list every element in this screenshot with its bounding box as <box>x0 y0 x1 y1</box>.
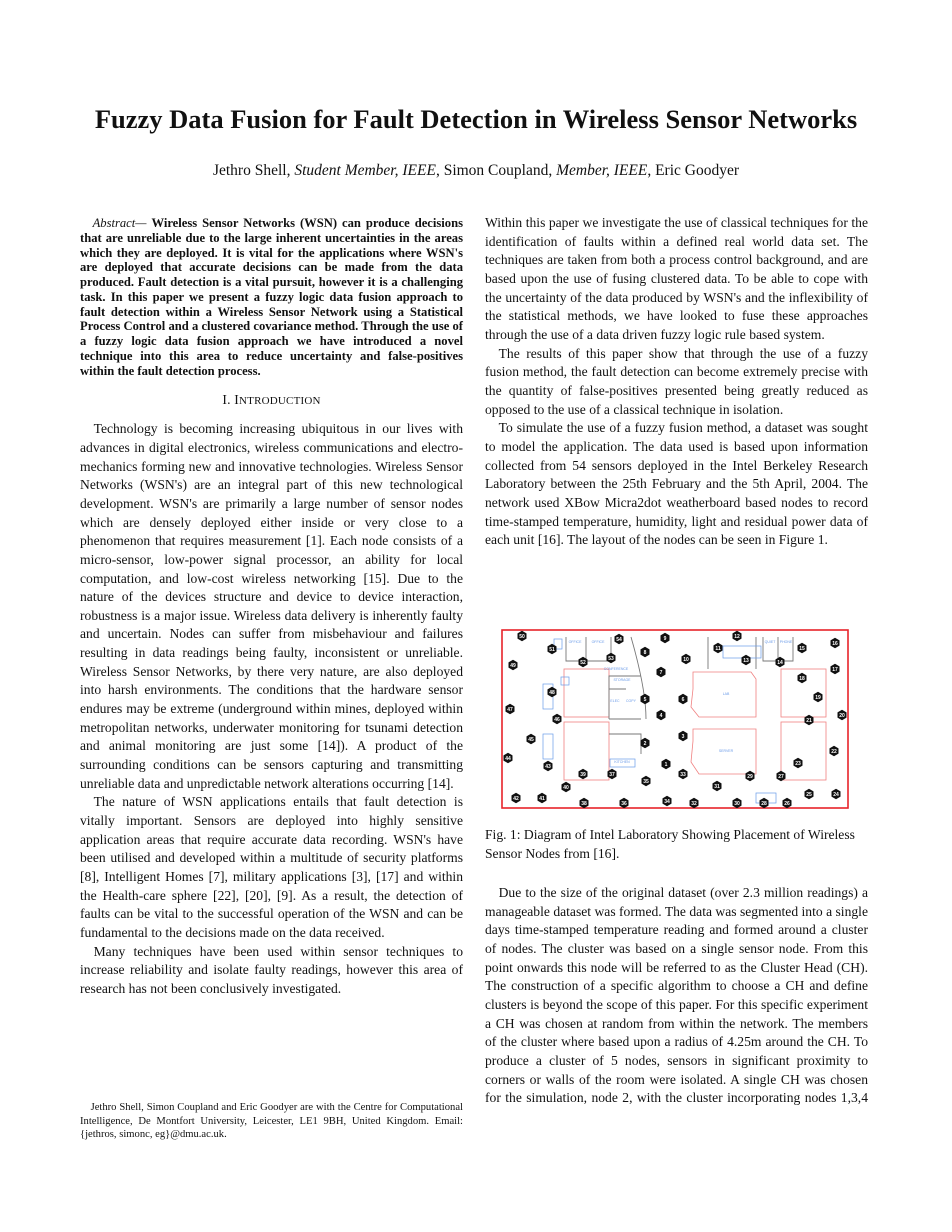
right-column-continued <box>485 884 868 1108</box>
sensor-node-label: 47 <box>507 706 513 713</box>
intro-paragraph-1: Technology is becoming increasing ubiquitous in our lives with advances in digital electronics, wireless communications and electro-mechanics forming new and innovative technologies. Wireless Sensor Networks (WSN's) are an integral part of this new technological development. WSN's are primarily a large number of sensor nodes which are densely deployed either inside or very close to a phenomenon that requires measurement [1]. Each node consists of a micro-sensor, low-power signal processor, an ability for local computation, and low-cost wireless networking [15]. Due to the nature of the devices structure and device to device interaction, robustness is a major issue. Wireless data delivery is inherently faulty and uncertain. Nodes can suffer from misbehaviour and failures resulting in data readings being faulty, inconsistent or unreliable. Wireless Sensor Networks, by there very nature, are also deployed into harsh environments. The conditions that the hardware sensor endures may be extreme (underground within mines, deployed within metropolitan networks, underwater monitoring for tsunami detection and animal monitoring are just some [14]). A product of the surrounding conditions can be sensors capturing and transmitting unreliable data and unpredictable network alterations occurring [14]. <box>80 421 463 791</box>
sensor-node-label: 48 <box>549 689 555 696</box>
sensor-node-label: 5 <box>643 696 647 703</box>
sensor-node-label: 41 <box>539 795 545 802</box>
room-label: OFFICE <box>568 640 582 644</box>
sensor-node-label: 34 <box>664 798 670 805</box>
sensor-node-label: 14 <box>777 659 783 666</box>
intro-paragraph-2: The nature of WSN applications entails that fault detection is vitally important. Sensors are deployed into highly sensitive application areas that require accurate data recording. WSN's have been utilised and developed within a multitude of security platforms [8], Intelligent Homes [7], military applications [3], [17] and within the Health-care sphere [22], [20], [9]. As a result, the detection of faults can be vital to the successful operation of the WSN and can be fundamental to the decisions made on the data received. <box>80 794 463 940</box>
sensor-node-label: 29 <box>747 773 753 780</box>
sensor-node-label: 35 <box>643 778 649 785</box>
sensor-node-label: 16 <box>832 640 838 647</box>
sensor-node-label: 8 <box>643 649 647 656</box>
sensor-node-label: 46 <box>554 716 560 723</box>
sensor-node-label: 33 <box>680 771 686 778</box>
section-title-rest: NTRODUCTION <box>239 395 321 408</box>
abstract <box>80 216 463 378</box>
sensor-node-label: 39 <box>580 771 586 778</box>
sensor-node-label: 26 <box>784 800 790 807</box>
author-2-role: Member, IEEE <box>556 162 648 179</box>
sensor-node-label: 36 <box>621 800 627 807</box>
sensor-node-label: 53 <box>608 655 614 662</box>
sensor-node-label: 40 <box>563 784 569 791</box>
sensor-node-label: 19 <box>815 694 821 701</box>
sensor-node-label: 50 <box>519 633 525 640</box>
sensor-node-label: 25 <box>806 791 812 798</box>
sensor-node-label: 42 <box>513 795 519 802</box>
room-label: QUIET <box>764 640 776 644</box>
sensor-node-label: 20 <box>839 712 845 719</box>
sensor-node-label: 9 <box>663 635 667 642</box>
floorplan-diagram <box>501 629 849 809</box>
author-1: Jethro Shell, <box>212 162 295 179</box>
abstract-label: Abstract <box>92 216 136 230</box>
room-label: ELEC <box>610 699 620 703</box>
right-paragraph-2: The results of this paper show that through the use of a fuzzy fusion method, the fault detection can become extremely precise with the quantity of false-positives presented being greatly reduced as opposed to the use of a classical technique in isolation. <box>485 345 868 417</box>
sensor-node-label: 23 <box>795 760 801 767</box>
paper-title: Fuzzy Data Fusion for Fault Detection in Wireless Sensor Networks <box>94 104 858 134</box>
sensor-node-label: 6 <box>681 696 685 703</box>
right-paragraph-3: To simulate the use of a fuzzy fusion method, a dataset was sought to model the application. The data used is based upon information collected from 54 sensors deployed in the Intel Berkeley Research Laboratory between the 25th February and the 5th April, 2004. The network used XBow Micra2dot weatherboard based nodes to record time-stamped temperature, humidity, light and residual power data of each unit [16]. The layout of the nodes can be seen in Figure 1. <box>485 420 868 548</box>
room-label: SERVER <box>718 749 734 753</box>
section-number: I. <box>222 392 235 408</box>
section-heading-introduction <box>80 392 463 408</box>
author-3: , Eric Goodyer <box>647 162 740 179</box>
sensor-node-label: 1 <box>664 761 668 768</box>
right-paragraph-4: Due to the size of the original dataset (over 2.3 million readings) a manageable dataset was formed. The data was segmented into a single days time-stamped temperature reading and formed around a cluster of nodes. The cluster was based on a single sensor node. From this point onwards this node will be referred to as the Cluster Head (CH). The construction of a specific algorithm to choose a CH and define clusters is beyond the scope of this paper. For this specific experiment a CH was chosen at random from within the network. The members of the cluster where based upon a radius of 4.25m around the CH. To produce a cluster of 5 nodes, sensors in significant proximity to corners or walls of the room were isolated. A single CH was chosen for the simulation, node 2, with the cluster incorporating nodes 1,3,4 <box>485 885 868 1106</box>
sensor-node-label: 24 <box>833 791 839 798</box>
lab-floorplan-figure <box>501 629 849 809</box>
sensor-node-label: 17 <box>832 666 838 673</box>
sensor-node-label: 30 <box>734 800 740 807</box>
room-label: PHONE <box>779 640 793 644</box>
sensor-node-label: 37 <box>609 771 615 778</box>
sensor-node-label: 43 <box>545 763 551 770</box>
room-label: KITCHEN <box>614 760 630 764</box>
sensor-node-label: 11 <box>715 645 721 652</box>
sensor-node-label: 32 <box>691 800 697 807</box>
sensor-node-label: 28 <box>761 800 767 807</box>
sensor-node-label: 21 <box>806 717 812 724</box>
room-label: COPY <box>626 699 636 703</box>
room-label: STORAGE <box>613 678 631 682</box>
sensor-node-label: 13 <box>743 657 749 664</box>
sensor-node-label: 12 <box>734 633 740 640</box>
right-column <box>485 214 868 550</box>
sensor-node-label: 4 <box>659 712 663 719</box>
left-column <box>80 216 463 999</box>
author-affiliation-footnote: Jethro Shell, Simon Coupland and Eric Goodyer are with the Centre for Computational Intelligence, De Montfort University, Leicester, LE1 9BH, United Kingdom. Email: {jethros, simonc, eg}@dmu.ac.uk. <box>80 1102 463 1141</box>
sensor-node-label: 54 <box>616 636 622 643</box>
sensor-node-label: 2 <box>643 740 647 747</box>
abstract-dash: — <box>135 216 152 230</box>
author-2: , Simon Coupland, <box>435 162 557 179</box>
author-1-role: Student Member, IEEE <box>294 162 436 179</box>
intro-paragraph-3: Many techniques have been used within sensor techniques to increase reliability and isolate faulty readings, however this area of research has not been conclusively investigated. <box>80 943 463 996</box>
sensor-node-label: 10 <box>683 656 689 663</box>
abstract-text: Wireless Sensor Networks (WSN) can produce decisions that are unreliable due to the large inherent uncertainties in the areas which they are deployed. It is vital for the applications where WSN's are deployed that accurate decisions can be made from the data produced. Fault detection is a vital pursuit, however it is a challenging task. In this paper we present a fuzzy logic data fusion approach to fault detection within a Wireless Sensor Network using a Statistical Process Control and a clustered covariance method. Through the use of a fuzzy logic data fusion approach we have introduced a novel technique into this area to reduce uncertainty and false-positives within the fault detection process. <box>80 216 463 378</box>
sensor-node-label: 3 <box>681 733 685 740</box>
sensor-node-label: 49 <box>510 662 516 669</box>
sensor-node-label: 27 <box>778 773 784 780</box>
section-initial: I <box>234 392 240 408</box>
sensor-node-label: 52 <box>580 659 586 666</box>
author-list <box>0 162 952 180</box>
sensor-node-label: 18 <box>799 675 805 682</box>
sensor-node-label: 22 <box>831 748 837 755</box>
sensor-node-label: 45 <box>528 736 534 743</box>
room-label: CONFERENCE <box>603 667 629 671</box>
sensor-node-label: 7 <box>659 669 663 676</box>
sensor-node-label: 38 <box>581 800 587 807</box>
sensor-node-label: 44 <box>505 755 511 762</box>
sensor-node-label: 15 <box>799 645 805 652</box>
room-label: OFFICE <box>591 640 605 644</box>
figure-caption: Fig. 1: Diagram of Intel Laboratory Showing Placement of Wireless Sensor Nodes from [16]. <box>485 827 855 861</box>
sensor-node-label: 51 <box>549 646 555 653</box>
room-label: LAB <box>722 692 730 696</box>
right-paragraph-1: Within this paper we investigate the use of classical techniques for the identification of faults within a defined real world data set. The techniques are taken from both a process control background, and are based upon the use of fusing clustered data. To be able to cope with the uncertainty of the data produced by WSN's and the inflexibility of the statistical methods, we have looked to fuse these approaches through the use of a data driven fuzzy logic rule based system. <box>485 215 868 342</box>
sensor-node-label: 31 <box>714 783 720 790</box>
